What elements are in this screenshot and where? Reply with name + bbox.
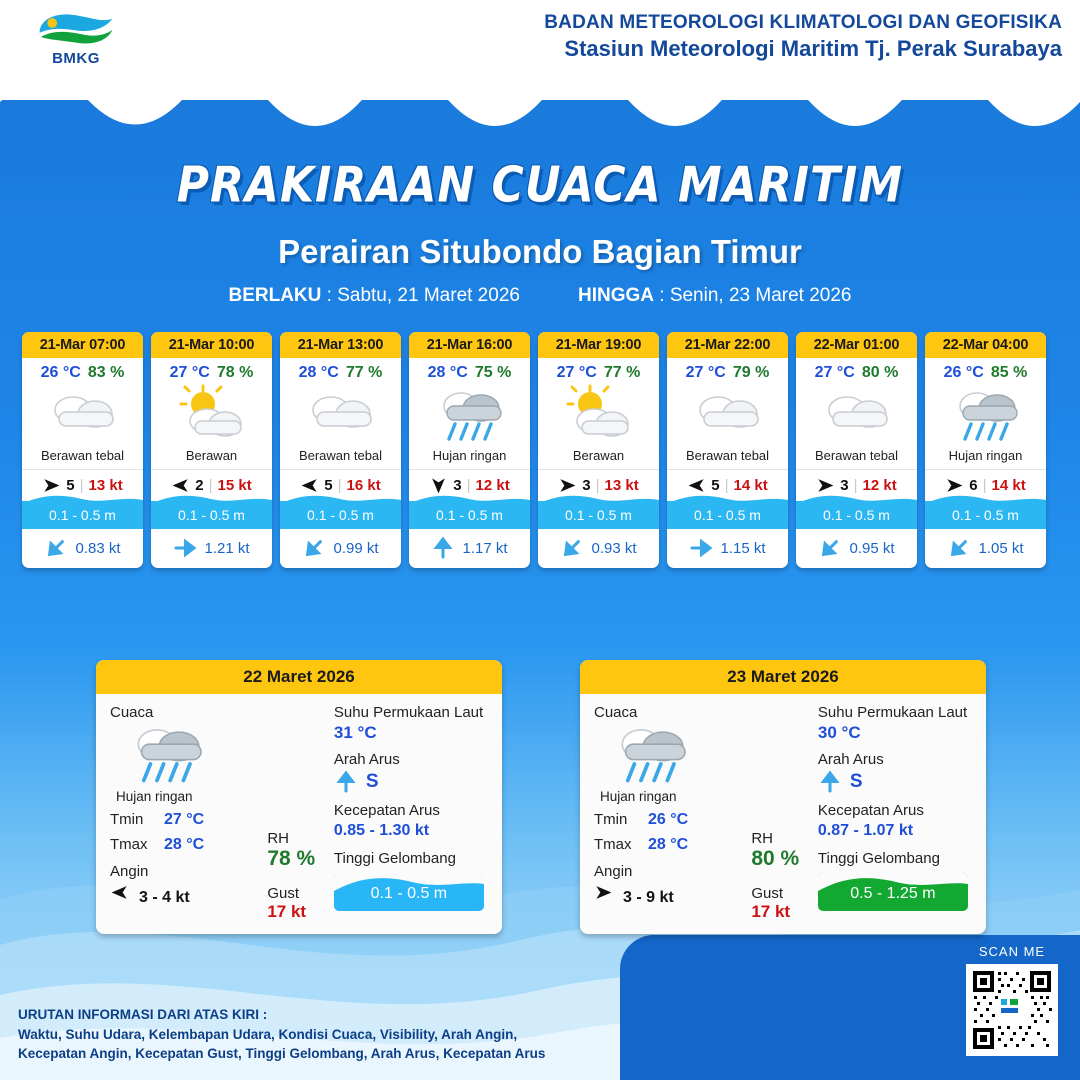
daily-wave-badge	[334, 873, 484, 911]
card-time: 21-Mar 10:00	[151, 332, 272, 358]
card-wave-value: 0.1 - 0.5 m	[823, 507, 890, 523]
wave-curve-icon	[925, 492, 1046, 504]
card-condition: Berawan tebal	[298, 448, 383, 463]
footer-line-3: Kecepatan Angin, Kecepatan Gust, Tinggi Gelombang, Arah Arus, Kecepatan Arus	[18, 1046, 546, 1062]
card-wind-speed: 14 kt	[991, 477, 1026, 494]
card-wave-value: 0.1 - 0.5 m	[565, 507, 632, 523]
card-condition: Hujan ringan	[948, 448, 1023, 463]
bmkg-logo-text: BMKG	[52, 49, 100, 67]
card-humidity: 77 %	[345, 364, 383, 381]
hourly-forecast-card	[280, 332, 401, 568]
card-time: 21-Mar 13:00	[280, 332, 401, 358]
daily-tmin-value: 26 °C	[648, 811, 689, 828]
daily-wave-label: Tinggi Gelombang	[333, 850, 456, 867]
daily-sst-label: Suhu Permukaan Laut	[817, 704, 968, 721]
cloudy-icon	[818, 384, 896, 446]
hourly-forecast-card	[22, 332, 143, 568]
daily-current-dir-label: Arah Arus	[817, 751, 884, 768]
card-temperature: 27 °C	[169, 364, 210, 381]
daily-weather-icon-wrap	[594, 721, 751, 787]
daily-tmax-label: Tmax	[594, 836, 632, 853]
card-time: 21-Mar 19:00	[538, 332, 659, 358]
current-direction-icon	[298, 531, 332, 565]
current-direction-icon	[943, 531, 977, 565]
card-weather-icon-wrap	[925, 384, 1046, 446]
daily-date: 23 Maret 2026	[580, 660, 986, 694]
valid-from-colon: :	[326, 285, 338, 306]
daily-gust-value: 17 kt	[751, 902, 791, 921]
hourly-forecast-card	[925, 332, 1046, 568]
partly-cloudy-icon	[560, 384, 638, 446]
card-weather-icon-wrap	[796, 384, 917, 446]
card-humidity: 75 %	[474, 364, 512, 381]
valid-from-value: Sabtu, 21 Maret 2026	[337, 285, 520, 306]
daily-weather-label: Cuaca	[594, 704, 638, 721]
card-time: 21-Mar 22:00	[667, 332, 788, 358]
daily-weather-icon-wrap	[110, 721, 267, 787]
card-current-speed: 0.83 kt	[75, 539, 121, 557]
card-current-speed: 1.05 kt	[978, 539, 1024, 557]
card-wind-dir: 5	[324, 477, 333, 494]
page-subtitle: Perairan Situbondo Bagian Timur	[278, 233, 802, 270]
daily-condition: Hujan ringan	[116, 789, 193, 804]
card-condition: Berawan	[185, 448, 238, 463]
card-current	[280, 529, 401, 568]
card-wind-speed: 14 kt	[733, 477, 768, 494]
bmkg-logo	[16, 8, 136, 67]
daily-rh-value: 78 %	[267, 847, 316, 870]
hourly-forecast-card	[151, 332, 272, 568]
footer-line-2: Waktu, Suhu Udara, Kelembapan Udara, Kondisi Cuaca, Visibility, Arah Angin,	[18, 1026, 518, 1042]
scan-label: SCAN ME	[978, 944, 1046, 959]
card-wind-dir: 3	[453, 477, 462, 494]
daily-forecast-card	[580, 660, 986, 934]
daily-current-direction-icon	[818, 770, 842, 794]
valid-from	[228, 285, 519, 307]
card-weather-icon-wrap	[667, 384, 788, 446]
daily-rh-value: 80 %	[751, 847, 800, 870]
daily-current-speed-value: 0.87 - 1.07 kt	[817, 822, 914, 839]
daily-current-speed-value: 0.85 - 1.30 kt	[333, 822, 430, 839]
card-current-speed: 0.99 kt	[333, 539, 379, 557]
current-direction-icon	[814, 531, 848, 565]
hourly-forecast-card	[409, 332, 530, 568]
daily-wind-label: Angin	[110, 863, 149, 880]
card-wave-height	[280, 501, 401, 529]
station-name: Stasiun Meteorologi Maritim Tj. Perak Surabaya	[564, 36, 1062, 61]
wave-curve-icon	[22, 492, 143, 504]
daily-current-speed-label: Kecepatan Arus	[333, 802, 440, 819]
cloudy-icon	[302, 384, 380, 446]
card-wind-dir: 3	[582, 477, 591, 494]
footer-line-1: URUTAN INFORMASI DARI ATAS KIRI :	[18, 1007, 268, 1023]
daily-wave-label: Tinggi Gelombang	[817, 850, 940, 867]
card-humidity: 85 %	[990, 364, 1028, 381]
scan-block	[966, 944, 1058, 1056]
daily-sst-value: 31 °C	[333, 723, 377, 742]
valid-to-colon: :	[659, 285, 670, 306]
card-wind-dir: 3	[840, 477, 849, 494]
card-current-speed: 1.15 kt	[720, 539, 766, 557]
card-weather-icon-wrap	[151, 384, 272, 446]
card-time: 21-Mar 16:00	[409, 332, 530, 358]
daily-rh-label: RH	[751, 830, 773, 847]
card-wind-separator: |	[208, 477, 213, 494]
daily-wave-badge	[818, 873, 968, 911]
wave-curve-icon	[667, 492, 788, 504]
card-temperature: 26 °C	[40, 364, 81, 381]
daily-weather-label: Cuaca	[110, 704, 154, 721]
valid-from-label: BERLAKU	[228, 285, 322, 306]
valid-to-value: Senin, 23 Maret 2026	[669, 285, 852, 306]
card-wind-speed: 15 kt	[217, 477, 252, 494]
card-current	[538, 529, 659, 568]
card-weather-icon-wrap	[280, 384, 401, 446]
wave-curve-icon	[409, 492, 530, 504]
wave-curve-icon	[151, 492, 272, 504]
daily-current-dir-value: S	[849, 771, 863, 792]
valid-to-label: HINGGA	[577, 285, 654, 306]
daily-current-direction-icon	[334, 770, 358, 794]
card-humidity: 77 %	[603, 364, 641, 381]
partly-cloudy-icon	[173, 384, 251, 446]
card-wind-separator: |	[79, 477, 84, 494]
card-wave-height	[22, 501, 143, 529]
card-wind-separator: |	[853, 477, 858, 494]
page-header	[0, 0, 1080, 68]
card-time: 22-Mar 04:00	[925, 332, 1046, 358]
card-wave-value: 0.1 - 0.5 m	[49, 507, 116, 523]
daily-gust-label: Gust	[267, 885, 299, 902]
daily-wind-value: 3 - 4 kt	[139, 889, 190, 906]
card-wave-height	[409, 501, 530, 529]
card-condition: Berawan	[572, 448, 625, 463]
top-wave-decoration	[0, 62, 1080, 152]
daily-tmax-value: 28 °C	[648, 836, 689, 853]
qr-code[interactable]	[966, 964, 1058, 1056]
card-humidity: 83 %	[87, 364, 125, 381]
card-wind-speed: 12 kt	[862, 477, 897, 494]
card-current	[409, 529, 530, 568]
rain-icon	[431, 384, 509, 446]
card-wind-dir: 5	[66, 477, 75, 494]
daily-wind-label: Angin	[594, 863, 633, 880]
card-wave-height	[151, 501, 272, 529]
card-temperature: 27 °C	[814, 364, 855, 381]
card-current	[151, 529, 272, 568]
card-current-speed: 1.21 kt	[204, 539, 250, 557]
cloudy-icon	[689, 384, 767, 446]
card-wind-speed: 16 kt	[346, 477, 381, 494]
card-wave-value: 0.1 - 0.5 m	[952, 507, 1019, 523]
card-temperature: 28 °C	[298, 364, 339, 381]
hourly-forecast-card	[667, 332, 788, 568]
card-condition: Berawan tebal	[814, 448, 899, 463]
card-wind-dir: 5	[711, 477, 720, 494]
daily-wind-direction-icon	[110, 883, 129, 902]
card-wave-height	[667, 501, 788, 529]
current-direction-icon	[556, 531, 590, 565]
card-condition: Berawan tebal	[685, 448, 770, 463]
daily-forecast-card	[96, 660, 502, 934]
card-current	[925, 529, 1046, 568]
wave-curve-icon	[280, 492, 401, 504]
card-wave-value: 0.1 - 0.5 m	[307, 507, 374, 523]
daily-current-dir-value: S	[365, 771, 379, 792]
card-current	[796, 529, 917, 568]
daily-gust-label: Gust	[751, 885, 783, 902]
card-wave-value: 0.1 - 0.5 m	[694, 507, 761, 523]
card-condition: Hujan ringan	[432, 448, 507, 463]
card-current-speed: 0.93 kt	[591, 539, 637, 557]
card-wave-height	[796, 501, 917, 529]
agency-name: BADAN METEOROLOGI KLIMATOLOGI DAN GEOFISIKA	[544, 12, 1062, 33]
page-title: PRAKIRAAN CUACA MARITIM	[176, 156, 904, 215]
footer-legend	[18, 1005, 545, 1064]
card-temperature: 27 °C	[556, 364, 597, 381]
card-current-speed: 0.95 kt	[849, 539, 895, 557]
card-temperature: 26 °C	[943, 364, 984, 381]
rain-icon	[124, 720, 210, 788]
cloudy-icon	[44, 384, 122, 446]
daily-sst-value: 30 °C	[817, 723, 861, 742]
current-direction-icon	[689, 536, 713, 560]
daily-wave-value: 0.5 - 1.25 m	[850, 885, 936, 902]
rain-icon	[608, 720, 694, 788]
card-humidity: 80 %	[861, 364, 899, 381]
daily-condition: Hujan ringan	[600, 789, 677, 804]
card-humidity: 79 %	[732, 364, 770, 381]
wave-curve-icon	[796, 492, 917, 504]
card-wave-value: 0.1 - 0.5 m	[178, 507, 245, 523]
card-wind-dir: 6	[969, 477, 978, 494]
card-wave-value: 0.1 - 0.5 m	[436, 507, 503, 523]
daily-rh-label: RH	[267, 830, 289, 847]
daily-tmin-label: Tmin	[594, 811, 628, 828]
daily-current-dir-label: Arah Arus	[333, 751, 400, 768]
title-block	[0, 156, 1080, 307]
card-current-speed: 1.17 kt	[462, 539, 508, 557]
card-wind-speed: 13 kt	[604, 477, 639, 494]
card-temperature: 28 °C	[427, 364, 468, 381]
card-humidity: 78 %	[216, 364, 254, 381]
rain-icon	[947, 384, 1025, 446]
daily-current-speed-label: Kecepatan Arus	[817, 802, 924, 819]
daily-forecast-list	[96, 660, 986, 934]
current-direction-icon	[173, 536, 197, 560]
card-wind-dir: 2	[195, 477, 204, 494]
card-wind-speed: 12 kt	[475, 477, 510, 494]
card-wave-height	[538, 501, 659, 529]
daily-tmax-value: 28 °C	[164, 836, 205, 853]
bmkg-logo-icon	[34, 8, 118, 52]
card-weather-icon-wrap	[538, 384, 659, 446]
daily-wind-value: 3 - 9 kt	[623, 889, 674, 906]
daily-tmin-value: 27 °C	[164, 811, 205, 828]
card-wave-height	[925, 501, 1046, 529]
card-wind-separator: |	[466, 477, 471, 494]
valid-to	[578, 285, 852, 307]
daily-tmax-label: Tmax	[110, 836, 148, 853]
daily-wave-value: 0.1 - 0.5 m	[370, 885, 448, 902]
wave-curve-icon	[538, 492, 659, 504]
daily-wind-direction-icon	[594, 883, 613, 902]
hourly-forecast-card	[538, 332, 659, 568]
hourly-forecast-card	[796, 332, 917, 568]
daily-date: 22 Maret 2026	[96, 660, 502, 694]
card-time: 21-Mar 07:00	[22, 332, 143, 358]
card-weather-icon-wrap	[22, 384, 143, 446]
hourly-forecast-list	[22, 332, 1062, 568]
card-weather-icon-wrap	[409, 384, 530, 446]
daily-gust-value: 17 kt	[267, 902, 307, 921]
card-temperature: 27 °C	[685, 364, 726, 381]
current-direction-icon	[431, 536, 455, 560]
card-wind-separator: |	[337, 477, 342, 494]
current-direction-icon	[40, 531, 74, 565]
card-wind-separator: |	[982, 477, 987, 494]
card-wind-speed: 13 kt	[88, 477, 123, 494]
card-wind-separator: |	[724, 477, 729, 494]
daily-sst-label: Suhu Permukaan Laut	[333, 704, 484, 721]
card-wind-separator: |	[595, 477, 600, 494]
card-current	[667, 529, 788, 568]
card-condition: Berawan tebal	[40, 448, 125, 463]
daily-tmin-label: Tmin	[110, 811, 144, 828]
card-current	[22, 529, 143, 568]
qr-code-icon	[970, 968, 1054, 1052]
validity-row	[0, 285, 1080, 307]
card-time: 22-Mar 01:00	[796, 332, 917, 358]
